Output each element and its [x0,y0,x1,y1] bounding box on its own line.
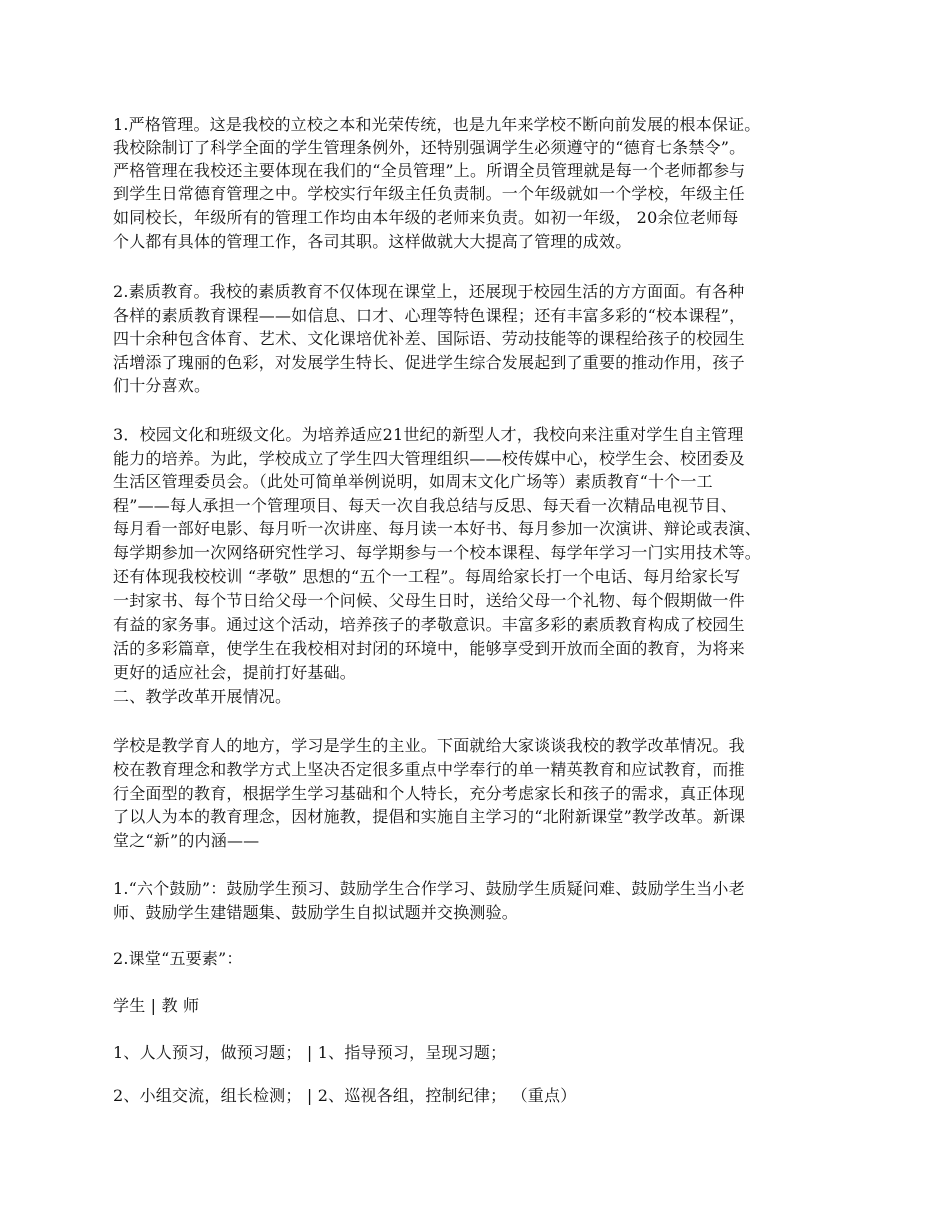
para-4-line-2: 校在教育理念和教学方式上坚决否定很多重点中学奉行的单一精英教育和应试教育，而推 [113,760,745,779]
para-3-line-9: 有益的家务事。通过这个活动，培养孩子的孝敬意识。丰富多彩的素质教育构成了校园生 [113,615,745,634]
para-3-line-7: 还有体现我校校训 “孝敬” 思想的“五个一工程”。每周给家长打一个电话、每月给家长写 [113,567,741,586]
para-2-line-2: 各样的素质教育课程——如信息、口才、心理等特色课程；还有丰富多彩的“校本课程”， [113,306,746,325]
para-1-line-4: 到学生日常德育管理之中。学校实行年级主任负责制。一个年级就如一个学校，年级主任 [113,184,745,203]
para-3-line-8: 一封家书、每个节日给父母一个问候、父母生日时，送给父母一个礼物、每个假期做一件 [113,591,745,610]
para-4-line-4: 了以人为本的教育理念，因材施教，提倡和实施自主学习的“北附新课堂”教学改革。新课 [113,807,746,826]
para-3-line-11: 更好的适应社会，提前打好基础。 [113,663,357,682]
para-5-line-1: 1.“六个鼓励”：鼓励学生预习、鼓励学生合作学习、鼓励学生质疑问难、鼓励学生当小老 [113,879,745,898]
para-4-line-5: 堂之“新”的内涵—— [113,831,260,850]
section-heading-2: 二、教学改革开展情况。 [113,687,292,706]
para-3-line-10: 活的多彩篇章，使学生在我校相对封闭的环境中，能够享受到开放而全面的教育，为将来 [113,639,745,658]
para-1-line-2: 我校除制订了科学全面的学生管理条例外，还特别强调学生必须遵守的“德育七条禁令”。 [113,138,746,157]
para-2-line-3: 四十余种包含体育、艺术、文化课培优补差、国际语、劳动技能等的课程给孩子的校园生 [113,329,745,348]
table-header-row: 学生 | 教 师 [113,996,200,1015]
para-3-line-1: 3．校园文化和班级文化。为培养适应21世纪的新型人才，我校向来注重对学生自主管理 [113,425,744,444]
para-3-line-3: 生活区管理委员会。（此处可简单举例说明，如周末文化广场等）素质教育“十个一工 [113,472,713,491]
para-2-line-4: 活增添了瑰丽的色彩，对发展学生特长、促进学生综合发展起到了重要的推动作用，孩子 [113,353,745,372]
para-1-line-1: 1.严格管理。这是我校的立校之本和光荣传统，也是九年来学校不断向前发展的根本保证。 [113,115,761,134]
para-4-line-1: 学校是教学育人的地方，学习是学生的主业。下面就给大家谈谈我校的教学改革情况。我 [113,736,745,755]
para-2-line-5: 们十分喜欢。 [113,376,211,395]
five-elements-heading: 2.课堂“五要素”： [113,949,243,968]
table-row-2: 2、小组交流，组长检测； | 2、巡视各组，控制纪律； （重点） [113,1086,577,1105]
para-3-line-4: 程”——每人承担一个管理项目、每天一次自我总结与反思、每天看一次精品电视节目、 [113,496,737,515]
para-3-line-5: 每月看一部好电影、每月听一次讲座、每月读一本好书、每月参加一次演讲、辩论或表演、 [113,519,762,538]
para-1-line-3: 严格管理在我校还主要体现在我们的“全员管理”上。所谓全员管理就是每一个老师都参与 [113,161,746,180]
para-3-line-2: 能力的培养。为此，学校成立了学生四大管理组织——校传媒中心，校学生会、校团委及 [113,449,745,468]
para-3-line-6: 每学期参加一次网络研究性学习、每学期参与一个校本课程、每学年学习一门实用技术等。 [113,543,762,562]
para-1-line-6: 个人都有具体的管理工作，各司其职。这样做就大大提高了管理的成效。 [113,232,632,251]
table-row-1: 1、人人预习，做预习题； | 1、指导预习，呈现习题； [113,1043,507,1062]
para-2-line-1: 2.素质教育。我校的素质教育不仅体现在课堂上，还展现于校园生活的方方面面。有各种 [113,282,745,301]
para-1-line-5: 如同校长，年级所有的管理工作均由本年级的老师来负责。如初一年级， 20余位老师每 [113,208,739,227]
para-5-line-2: 师、鼓励学生建错题集、鼓励学生自拟试题并交换测验。 [113,903,519,922]
para-4-line-3: 行全面型的教育，根据学生学习基础和个人特长，充分考虑家长和孩子的需求，真正体现 [113,784,745,803]
